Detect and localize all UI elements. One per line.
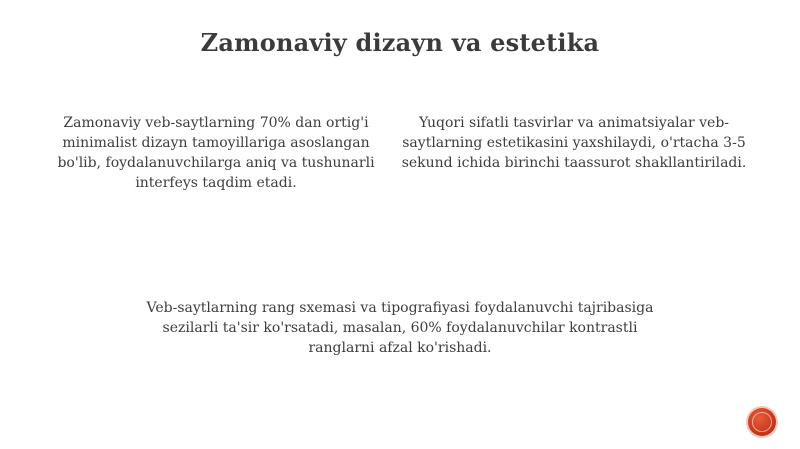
slide-title: Zamonaviy dizayn va estetika bbox=[200, 28, 600, 57]
right-text-block: Yuqori sifatli tasvirlar va animatsiyalar veb-saytlarning estetikasini yaxshilaydi, o'rtacha 3-5 sekund ichida birinchi taassurot shakllantiriladi. bbox=[401, 115, 747, 171]
next-slide-button[interactable] bbox=[748, 408, 776, 436]
left-text-block: Zamonaviy veb-saytlarning 70% dan ortig'i minimalist dizayn tamoyillariga asoslangan bo'lib, foydalanuvchilarga aniq va tushunarli interfeys taqdim etadi. bbox=[57, 115, 375, 191]
bottom-text-block: Veb-saytlarning rang sxemasi va tipografiyasi foydalanuvchi tajribasiga sezilarli ta'sir ko'rsatadi, masalan, 60% foydalanuvchilar kontrastli ranglarni afzal ko'rishadi. bbox=[146, 300, 654, 356]
next-slide-icon bbox=[752, 412, 772, 432]
